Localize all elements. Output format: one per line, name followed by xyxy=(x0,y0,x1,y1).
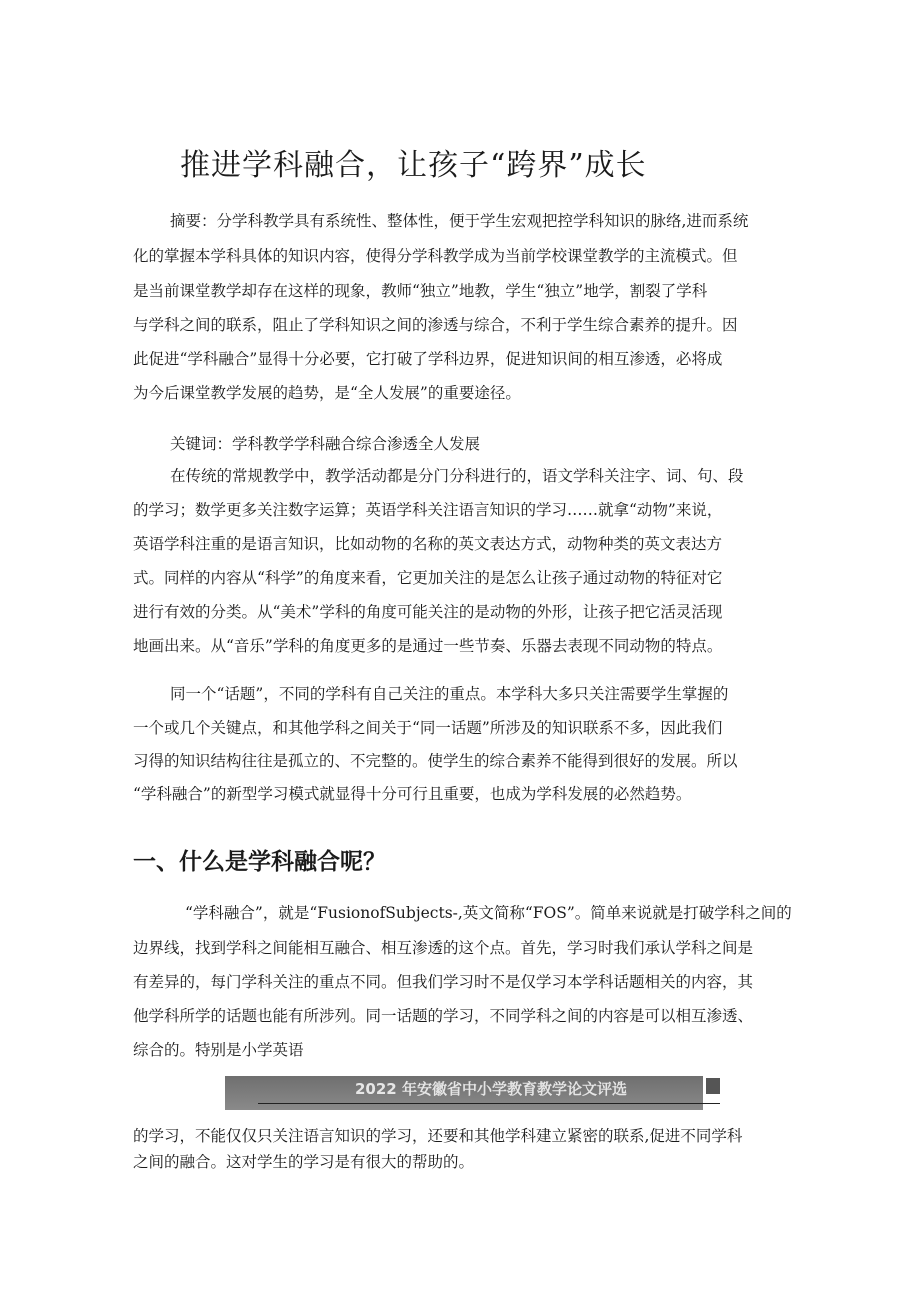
section1-line: 有差异的，每门学科关注的重点不同。但我们学习时不是仅学习本学科话题相关的内容，其 xyxy=(133,973,754,991)
abstract-line: 为今后课堂教学发展的趋势，是“全人发展”的重要途径。 xyxy=(133,384,521,402)
topic-line: 同一个“话题”，不同的学科有自己关注的重点。本学科大多只关注需要学生掌握的 xyxy=(170,685,729,703)
abstract-line: 此促进“学科融合”显得十分必要，它打破了学科边界，促进知识间的相互渗透，必将成 xyxy=(133,350,723,368)
intro-line: 进行有效的分类。从“美术”学科的角度可能关注的是动物的外形，让孩子把它活灵活现 xyxy=(133,603,723,621)
closing-line: 之间的融合。这对学生的学习是有很大的帮助的。 xyxy=(133,1153,475,1171)
section1-line: 边界线，找到学科之间能相互融合、相互渗透的这个点。首先，学习时我们承认学科之间是 xyxy=(133,939,754,957)
intro-line: 式。同样的内容从“科学”的角度来看，它更加关注的是怎么让孩子通过动物的特征对它 xyxy=(133,569,723,587)
banner-square-icon xyxy=(706,1078,720,1094)
intro-line: 地画出来。从“音乐”学科的角度更多的是通过一些节奏、乐器去表现不同动物的特点。 xyxy=(133,637,723,655)
section1-line: “学科融合”，就是“FusionofSubjects-,英文简称“FOS”。简单来说就是打破学科之间的 xyxy=(185,904,792,922)
abstract-line: 是当前课堂教学却存在这样的现象，教师“独立”地教，学生“独立”地学，割裂了学科 xyxy=(133,282,708,300)
banner-text: 2022 年安徽省中小学教育教学论文评选 xyxy=(355,1080,627,1098)
intro-line: 的学习；数学更多关注数字运算；英语学科关注语言知识的学习……就拿“动物”来说， xyxy=(133,501,723,519)
intro-line: 英语学科注重的是语言知识，比如动物的名称的英文表达方式，动物种类的英文表达方 xyxy=(133,535,723,553)
section1-line: 综合的。特别是小学英语 xyxy=(133,1041,304,1059)
section1-line: 他学科所学的话题也能有所涉列。同一话题的学习，不同学科之间的内容是可以相互渗透、 xyxy=(133,1007,754,1025)
banner-divider xyxy=(258,1103,720,1104)
topic-line: 一个或几个关键点，和其他学科之间关于“同一话题”所涉及的知识联系不多，因此我们 xyxy=(133,719,723,737)
abstract-line: 摘要：分学科教学具有系统性、整体性，便于学生宏观把控学科知识的脉络,进而系统 xyxy=(170,212,749,230)
section-heading: 一、什么是学科融合呢？ xyxy=(133,849,386,875)
closing-line: 的学习，不能仅仅只关注语言知识的学习，还要和其他学科建立紧密的联系,促进不同学科 xyxy=(133,1127,743,1145)
abstract-line: 化的掌握本学科具体的知识内容，使得分学科教学成为当前学校课堂教学的主流模式。但 xyxy=(133,247,738,265)
topic-line: “学科融合”的新型学习模式就显得十分可行且重要，也成为学科发展的必然趋势。 xyxy=(133,785,692,803)
topic-line: 习得的知识结构往往是孤立的、不完整的。使学生的综合素养不能得到很好的发展。所以 xyxy=(133,752,738,770)
intro-line: 在传统的常规教学中，教学活动都是分门分科进行的，语文学科关注字、词、句、段 xyxy=(170,467,744,485)
page-banner xyxy=(225,1076,703,1110)
abstract-line: 与学科之间的联系，阻止了学科知识之间的渗透与综合，不利于学生综合素养的提升。因 xyxy=(133,316,738,334)
document-title: 推进学科融合，让孩子“跨界”成长 xyxy=(180,148,647,183)
keywords-line: 关键词：学科教学学科融合综合渗透全人发展 xyxy=(170,435,481,453)
